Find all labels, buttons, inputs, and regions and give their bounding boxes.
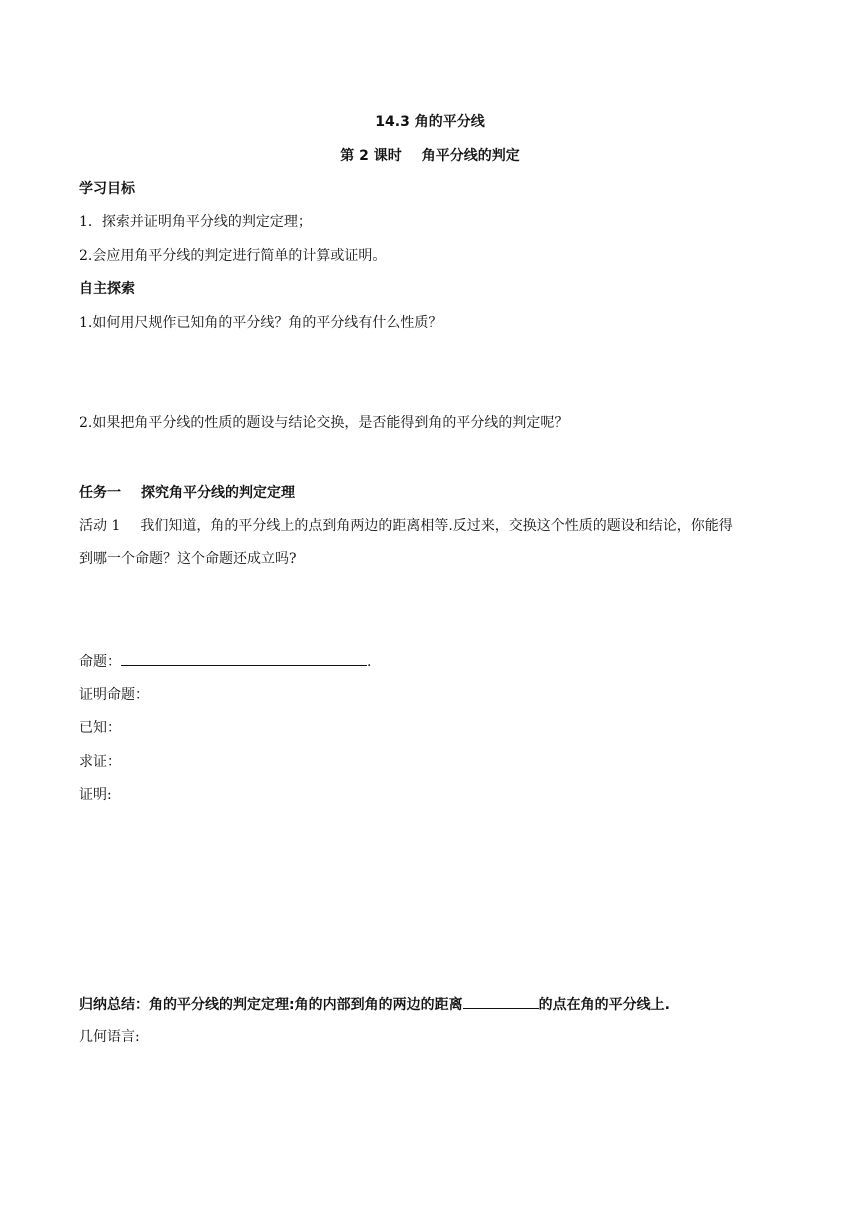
- objective-item-1: 1．探索并证明角平分线的判定定理；: [79, 214, 312, 230]
- summary-blank[interactable]: [463, 994, 539, 1009]
- proposition-end: .: [367, 654, 372, 670]
- lesson-topic: 角平分线的判定: [421, 148, 520, 164]
- section-title: 14.3 角的平分线: [375, 114, 485, 130]
- activity-1-line-2: 到哪一个命题？这个命题还成立吗?: [79, 551, 297, 567]
- proposition-label: 命题：: [79, 654, 121, 670]
- self-explore-question-2: 2.如果把角平分线的性质的题设与结论交换，是否能得到角的平分线的判定呢？: [79, 415, 569, 431]
- to-prove-label: 求证：: [79, 754, 121, 770]
- prove-proposition-label: 证明命题：: [79, 687, 149, 703]
- activity-1-line-1: [79, 516, 733, 536]
- proposition-blank[interactable]: [121, 651, 367, 666]
- geometric-language-label: 几何语言:: [79, 1029, 140, 1045]
- summary-text-before: 归纳总结：角的平分线的判定定理:角的内部到角的两边的距离: [79, 997, 463, 1013]
- self-explore-question-1: 1.如何用尺规作已知角的平分线？角的平分线有什么性质？: [79, 315, 443, 331]
- given-label: 已知：: [79, 720, 121, 736]
- objectives-heading: 学习目标: [79, 181, 135, 197]
- self-explore-heading: 自主探索: [79, 281, 135, 297]
- activity-label: 活动 1: [79, 518, 121, 534]
- summary-text-after: 的点在角的平分线上.: [538, 997, 670, 1013]
- task1-label: 任务一: [79, 485, 121, 501]
- summary-row: [79, 994, 670, 1015]
- lesson-number: 第 2 课时: [340, 148, 402, 164]
- activity-text-1: 我们知道，角的平分线上的点到角两边的距离相等.反过来，交换这个性质的题设和结论，你能得: [140, 518, 733, 534]
- proof-label: 证明:: [79, 787, 112, 803]
- task1-heading: [79, 483, 295, 503]
- task1-title: 探究角平分线的判定定理: [141, 485, 295, 501]
- proposition-row: [79, 651, 371, 672]
- objective-item-2: 2.会应用角平分线的判定进行简单的计算或证明。: [79, 248, 387, 264]
- lesson-title: [0, 146, 860, 166]
